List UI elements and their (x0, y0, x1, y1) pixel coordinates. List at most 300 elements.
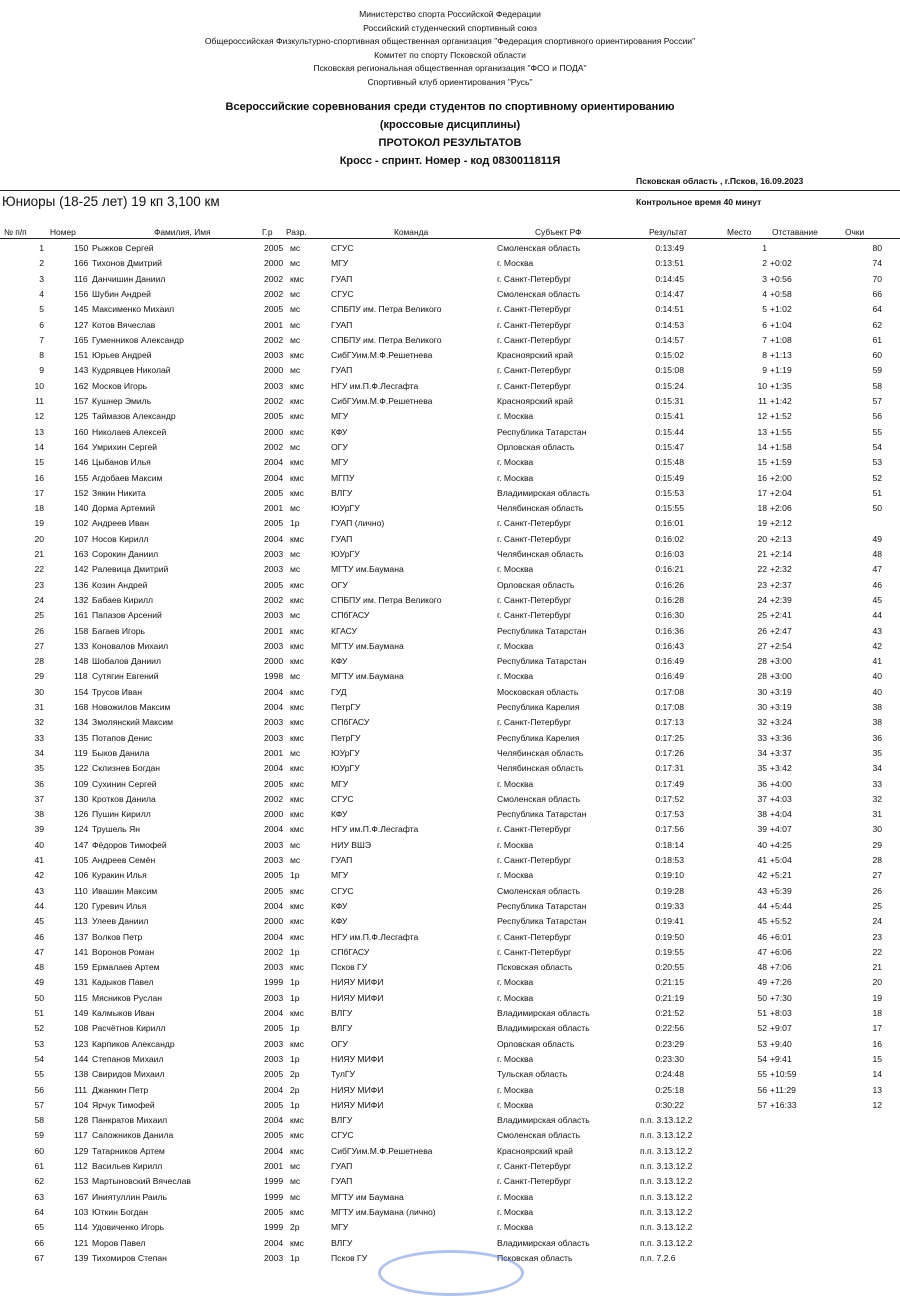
place: 1 (762, 243, 767, 253)
time-behind: +5:21 (770, 870, 792, 881)
sport-rank: кмс (290, 1206, 304, 1217)
result-time: 0:23:30 (655, 1053, 684, 1064)
bib-number: 109 (74, 778, 89, 789)
sport-rank: кмс (290, 1115, 304, 1126)
row-number: 28 (34, 656, 44, 667)
bib-number: 158 (74, 625, 89, 636)
organizer-line: Российский студенческий спортивный союз (363, 22, 537, 33)
table-row (0, 900, 900, 912)
bib-number: 102 (74, 518, 89, 529)
table-row (0, 502, 900, 514)
region-name: г. Москва (497, 564, 534, 575)
result-time: 0:16:26 (655, 579, 684, 590)
time-behind: +2:47 (770, 625, 792, 636)
bib-number: 143 (74, 365, 89, 376)
time-behind: +2:13 (770, 533, 792, 544)
region-name: Владимирская область (497, 1023, 590, 1034)
table-row (0, 533, 900, 545)
place: 49 (757, 977, 767, 988)
bib-number: 125 (74, 411, 89, 422)
row-number: 7 (39, 334, 44, 345)
row-number: 56 (34, 1084, 44, 1095)
birth-year: 2002 (264, 273, 284, 284)
result-time: 0:19:41 (655, 916, 684, 927)
result-time: 0:18:14 (655, 839, 684, 850)
athlete-name: Тихонов Дмитрий (92, 258, 162, 269)
birth-year: 1999 (264, 977, 284, 988)
time-behind: +9:40 (770, 1038, 792, 1049)
birth-year: 2002 (264, 334, 284, 345)
table-row (0, 1099, 900, 1111)
row-number: 23 (34, 579, 44, 590)
region-name: г. Санкт-Петербург (497, 855, 572, 865)
table-row (0, 1175, 900, 1187)
sport-rank: 1р (290, 1023, 300, 1034)
sport-rank: кмс (290, 396, 304, 406)
birth-year: 2000 (264, 809, 284, 820)
result-time: 0:17:08 (655, 702, 684, 712)
row-number: 60 (34, 1145, 44, 1156)
bib-number: 152 (74, 487, 89, 498)
team-name: СибГУим.М.Ф.Решетнева (331, 350, 433, 361)
result-time: 0:15:49 (655, 472, 684, 483)
row-number: 59 (34, 1130, 44, 1141)
table-row (0, 793, 900, 805)
time-behind: +2:39 (770, 594, 792, 605)
athlete-name: Кротков Данила (92, 793, 156, 804)
sport-rank: 1р (290, 1099, 300, 1110)
sport-rank: 1р (290, 977, 300, 988)
birth-year: 2004 (264, 1008, 284, 1018)
bib-number: 106 (74, 870, 89, 881)
region-name: Владимирская область (497, 487, 590, 498)
disqualification-note: п.п. 3.13.12.2 (640, 1206, 693, 1217)
athlete-name: Пушин Кирилл (92, 809, 151, 820)
table-row (0, 1145, 900, 1157)
birth-year: 2005 (264, 518, 284, 529)
athlete-name: Панкратов Михаил (92, 1115, 168, 1126)
region-name: Красноярский край (497, 396, 573, 406)
athlete-name: Сутягин Евгений (92, 671, 159, 682)
bib-number: 107 (74, 533, 89, 544)
region-name: Владимирская область (497, 1237, 590, 1248)
birth-year: 2003 (264, 350, 284, 361)
result-time: 0:14:47 (655, 288, 684, 299)
row-number: 6 (39, 319, 44, 330)
organizer-line: Министерство спорта Российской Федерации (359, 9, 541, 19)
row-number: 26 (34, 625, 44, 636)
place: 44 (757, 900, 767, 911)
athlete-name: Данчишин Даниил (92, 273, 166, 284)
sport-rank: 1р (290, 1053, 300, 1064)
sport-rank: кмс (290, 732, 304, 743)
birth-year: 2003 (264, 962, 284, 973)
birth-year: 2005 (264, 1206, 284, 1217)
sport-rank: мс (290, 319, 301, 330)
bib-number: 105 (74, 855, 89, 865)
result-time: 0:15:53 (655, 487, 684, 498)
table-row (0, 579, 900, 591)
table-row (0, 563, 900, 575)
points: 56 (872, 411, 882, 422)
points: 36 (872, 732, 882, 743)
stamp-seal (378, 1250, 524, 1296)
points: 45 (872, 594, 882, 605)
birth-year: 2005 (264, 1069, 284, 1080)
place: 11 (758, 396, 767, 406)
team-name: МГУ (331, 411, 349, 422)
result-time: 0:15:41 (655, 411, 684, 422)
time-behind: +1:42 (770, 396, 792, 406)
bib-number: 149 (74, 1008, 89, 1018)
athlete-name: Андреев Семён (92, 855, 156, 865)
athlete-name: Иниятуллин Раиль (92, 1191, 167, 1202)
team-name: ГУАП (331, 533, 353, 544)
region-name: г. Москва (497, 1084, 534, 1095)
points: 35 (872, 747, 882, 758)
points: 21 (872, 962, 882, 973)
row-number: 31 (34, 702, 44, 712)
birth-year: 2003 (264, 1053, 284, 1064)
points: 52 (872, 472, 882, 483)
sport-rank: кмс (290, 885, 304, 896)
birth-year: 2004 (264, 1115, 284, 1126)
team-name: НГУ им.П.Ф.Лесгафта (331, 931, 419, 942)
region-name: г. Санкт-Петербург (497, 319, 572, 330)
col-place: Место (727, 227, 752, 237)
place: 30 (757, 702, 767, 712)
result-time: 0:14:57 (655, 334, 684, 345)
row-number: 41 (34, 855, 44, 865)
athlete-name: Волков Петр (92, 931, 143, 942)
result-time: 0:16:30 (655, 610, 684, 621)
row-number: 36 (34, 778, 44, 789)
row-number: 16 (34, 472, 44, 483)
place: 4 (762, 288, 767, 299)
bib-number: 163 (74, 549, 89, 559)
place: 25 (757, 610, 767, 621)
athlete-name: Коновалов Михаил (92, 640, 169, 651)
region-name: г. Москва (497, 1222, 534, 1233)
table-row (0, 303, 900, 315)
bib-number: 114 (74, 1222, 88, 1233)
sport-rank: 1р (290, 946, 300, 957)
bib-number: 137 (74, 931, 89, 942)
points: 30 (872, 824, 882, 835)
row-number: 51 (34, 1008, 44, 1018)
team-name: ОГУ (331, 1038, 348, 1049)
table-row (0, 778, 900, 790)
athlete-name: Моров Павел (92, 1237, 146, 1248)
athlete-name: Рыжков Сергей (92, 243, 154, 253)
time-behind: +9:07 (770, 1023, 792, 1034)
row-number: 44 (34, 900, 44, 911)
points: 14 (872, 1069, 882, 1080)
table-row (0, 364, 900, 376)
bib-number: 136 (74, 579, 89, 590)
row-number: 24 (34, 594, 44, 605)
bib-number: 156 (74, 288, 89, 299)
place: 53 (757, 1038, 767, 1049)
disqualification-note: п.п. 3.13.12.2 (640, 1237, 693, 1248)
region-name: Республика Татарстан (497, 809, 587, 820)
place: 39 (757, 824, 767, 835)
result-time: 0:15:08 (655, 365, 684, 376)
row-number: 64 (34, 1206, 44, 1217)
region-name: г. Санкт-Петербург (497, 304, 572, 315)
region-name: Челябинская область (497, 549, 584, 559)
athlete-name: Воронов Роман (92, 946, 155, 957)
place: 54 (757, 1053, 767, 1064)
team-name: НИЯУ МИФИ (331, 992, 384, 1003)
result-time: 0:16:01 (655, 518, 684, 529)
time-behind: +6:01 (770, 931, 792, 942)
region-name: г. Москва (497, 258, 534, 269)
birth-year: 2004 (264, 1084, 284, 1095)
birth-year: 1999 (264, 1176, 284, 1187)
birth-year: 2004 (264, 457, 284, 468)
athlete-name: Быков Данила (92, 747, 150, 758)
time-behind: +3:00 (770, 671, 792, 682)
team-name: НГУ им.П.Ф.Лесгафта (331, 380, 419, 391)
bib-number: 153 (74, 1176, 89, 1187)
birth-year: 1998 (264, 671, 284, 682)
organizer-header (0, 8, 900, 89)
sport-rank: 1р (290, 870, 300, 881)
result-time: 0:17:49 (655, 778, 684, 789)
time-behind: +1:55 (770, 426, 792, 437)
birth-year: 2005 (264, 243, 284, 253)
row-number: 17 (34, 487, 44, 498)
row-number: 30 (34, 686, 44, 697)
competition-title (0, 98, 900, 170)
points: 33 (872, 778, 882, 789)
team-name: МГУ (331, 870, 349, 881)
place: 23 (757, 579, 767, 590)
result-time: 0:17:31 (655, 763, 684, 774)
athlete-name: Расчётнов Кирилл (92, 1023, 166, 1034)
bib-number: 154 (74, 686, 89, 697)
birth-year: 1999 (264, 1191, 284, 1202)
row-number: 45 (34, 916, 44, 927)
table-row (0, 808, 900, 820)
sport-rank: мс (290, 610, 301, 621)
team-name: ВЛГУ (331, 487, 353, 498)
result-time: 0:15:31 (655, 396, 684, 406)
athlete-name: Джанкин Петр (92, 1084, 149, 1095)
region-name: г. Санкт-Петербург (497, 334, 572, 345)
result-time: 0:19:10 (655, 870, 684, 881)
athlete-name: Папазов Арсений (92, 610, 162, 621)
region-name: г. Москва (497, 1099, 534, 1110)
place: 7 (762, 334, 767, 345)
region-name: г. Москва (497, 1191, 534, 1202)
table-row (0, 395, 900, 407)
team-name: ОГУ (331, 579, 348, 590)
row-number: 49 (34, 977, 44, 988)
birth-year: 1999 (264, 1222, 284, 1233)
time-behind: +0:56 (770, 273, 792, 284)
athlete-name: Трусов Иван (92, 686, 142, 697)
birth-year: 2002 (264, 946, 284, 957)
time-behind: +2:37 (770, 579, 792, 590)
row-number: 34 (34, 747, 44, 758)
points: 48 (872, 549, 882, 559)
place: 21 (757, 549, 767, 559)
region-name: Тульская область (497, 1069, 568, 1080)
place: 28 (757, 656, 767, 667)
birth-year: 2001 (264, 503, 284, 514)
region-name: г. Санкт-Петербург (497, 931, 572, 942)
bib-number: 151 (74, 350, 89, 361)
result-time: 0:19:33 (655, 900, 684, 911)
place: 12 (757, 411, 767, 422)
sport-rank: кмс (290, 916, 304, 927)
table-row (0, 594, 900, 606)
athlete-name: Ярчук Тимофей (92, 1099, 155, 1110)
athlete-name: Новожилов Максим (92, 702, 171, 712)
athlete-name: Ермалаев Артем (92, 962, 160, 973)
bib-number: 134 (74, 717, 89, 728)
place: 2 (762, 258, 767, 269)
team-name: НИУ ВШЭ (331, 839, 372, 850)
row-number: 14 (34, 441, 44, 452)
sport-rank: кмс (290, 350, 304, 361)
athlete-name: Удовиченко Игорь (92, 1222, 165, 1233)
table-row (0, 1053, 900, 1065)
table-row (0, 380, 900, 392)
team-name: МГТУ им.Баумана (лично) (331, 1206, 436, 1217)
table-row (0, 1129, 900, 1141)
points: 31 (872, 809, 882, 820)
sport-rank: мс (290, 1176, 301, 1187)
disqualification-note: п.п. 3.13.12.2 (640, 1115, 693, 1126)
place: 56 (757, 1084, 767, 1095)
result-time: 0:17:56 (655, 824, 684, 835)
team-name: ОГУ (331, 441, 348, 452)
points: 62 (872, 319, 882, 330)
points: 54 (872, 441, 882, 452)
group-title: Юниоры (18-25 лет) 19 кп 3,100 км (2, 194, 220, 209)
bib-number: 142 (74, 564, 89, 575)
team-name: НГУ им.П.Ф.Лесгафта (331, 824, 419, 835)
table-row (0, 686, 900, 698)
result-time: 0:13:51 (655, 258, 684, 269)
table-row (0, 472, 900, 484)
points: 42 (872, 640, 882, 651)
team-name: МГУ (331, 457, 349, 468)
region-name: Республика Карелия (497, 732, 580, 743)
table-row (0, 1084, 900, 1096)
sport-rank: кмс (290, 962, 304, 973)
result-time: 0:21:15 (655, 977, 684, 988)
team-name: СГУС (331, 243, 354, 253)
table-row (0, 517, 900, 529)
athlete-name: Карпиков Александр (92, 1038, 175, 1049)
sport-rank: 2р (290, 1084, 300, 1095)
table-row (0, 992, 900, 1004)
sport-rank: кмс (290, 931, 304, 942)
place: 16 (757, 472, 767, 483)
time-behind: +4:25 (770, 839, 792, 850)
bib-number: 167 (74, 1191, 89, 1202)
bib-number: 131 (74, 977, 89, 988)
points: 18 (872, 1008, 882, 1018)
header-divider (0, 190, 900, 191)
place: 38 (757, 809, 767, 820)
bib-number: 123 (74, 1038, 89, 1049)
table-row (0, 257, 900, 269)
bib-number: 116 (74, 273, 88, 284)
points: 20 (872, 977, 882, 988)
place: 8 (762, 350, 767, 361)
row-number: 47 (34, 946, 44, 957)
team-name: КГАСУ (331, 625, 358, 636)
team-name: МГТУ им Баумана (331, 1191, 404, 1202)
col-result: Результат (649, 227, 688, 237)
time-behind: +4:00 (770, 778, 792, 789)
row-number: 2 (39, 258, 44, 269)
athlete-name: Умрихин Сергей (92, 441, 158, 452)
athlete-name: Фёдоров Тимофей (92, 839, 167, 850)
result-time: 0:15:48 (655, 457, 684, 468)
points: 59 (872, 365, 882, 376)
sport-rank: кмс (290, 763, 304, 774)
bib-number: 110 (74, 885, 88, 896)
athlete-name: Свиридов Михаил (92, 1069, 165, 1080)
points: 50 (872, 503, 882, 514)
table-row (0, 640, 900, 652)
result-time: 0:30:22 (655, 1099, 684, 1110)
location-date: Псковская область , г.Псков, 16.09.2023 (636, 176, 804, 186)
athlete-name: Калмыков Иван (92, 1008, 155, 1018)
team-name: ГУАП (331, 1161, 353, 1171)
points: 40 (872, 671, 882, 682)
athlete-name: Агдобаев Максим (92, 472, 163, 483)
athlete-name: Васильев Кирилл (92, 1161, 163, 1171)
place: 3 (762, 273, 767, 284)
time-behind: +1:13 (770, 350, 792, 361)
sport-rank: кмс (290, 717, 304, 728)
place: 9 (762, 365, 767, 376)
bib-number: 115 (74, 992, 88, 1003)
row-number: 20 (34, 533, 44, 544)
points: 66 (872, 288, 882, 299)
region-name: Республика Татарстан (497, 900, 587, 911)
time-behind: +4:07 (770, 824, 792, 835)
team-name: КФУ (331, 900, 348, 911)
bib-number: 112 (74, 1161, 88, 1171)
title-line: Кросс - спринт. Номер - код 0830011811Я (339, 155, 561, 167)
result-time: 0:15:44 (655, 426, 684, 437)
row-number: 63 (34, 1191, 44, 1202)
table-row (0, 1206, 900, 1218)
table-row (0, 762, 900, 774)
athlete-name: Шубин Андрей (92, 288, 151, 299)
region-name: Республика Татарстан (497, 656, 587, 667)
row-number: 8 (39, 350, 44, 361)
sport-rank: кмс (290, 656, 304, 667)
points: 60 (872, 350, 882, 361)
organizer-line: Спортивный клуб ориентирования "Русь" (367, 76, 533, 87)
team-name: Псков ГУ (331, 962, 368, 973)
row-number: 5 (39, 304, 44, 315)
table-row (0, 885, 900, 897)
table-row (0, 273, 900, 285)
team-name: СГУС (331, 793, 354, 804)
region-name: г. Санкт-Петербург (497, 610, 572, 621)
points: 43 (872, 625, 882, 636)
